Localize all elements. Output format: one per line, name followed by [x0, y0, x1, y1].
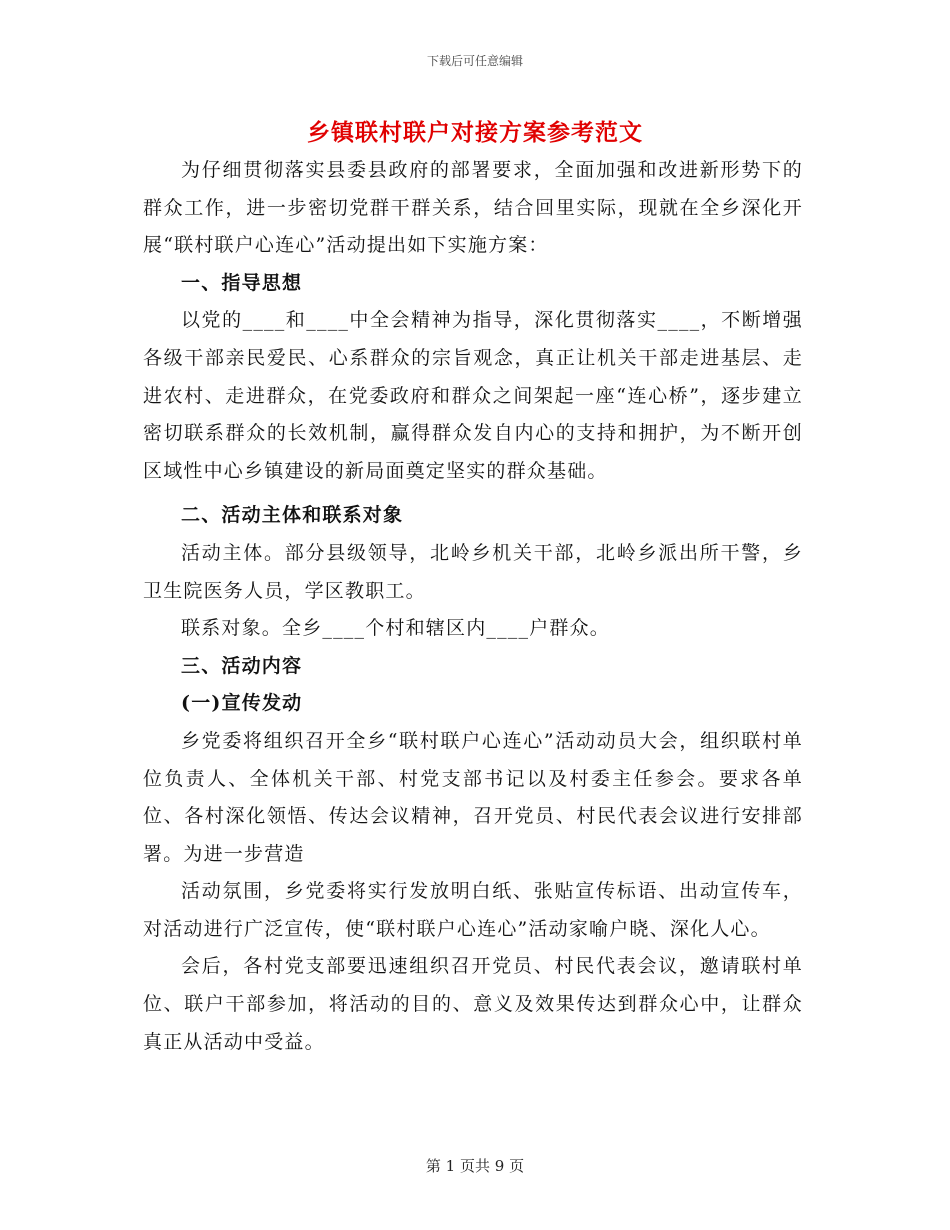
document-body: [143, 152, 803, 1061]
intro-paragraph: 为仔细贯彻落实县委县政府的部署要求，全面加强和改进新形势下的群众工作，进一步密切党群干群关系，结合回里实际，现就在全乡深化开展“联村联户心连心”活动提出如下实施方案：: [143, 159, 803, 257]
page-header-note: 下载后可任意编辑: [426, 54, 523, 68]
spacer: [143, 490, 803, 497]
publicity-paragraph-3: 会后，各村党支部要迅速组织召开党员、村民代表会议，邀请联村单位、联户干部参加，将活动的目的、意义及效果传达到群众心中，让群众真正从活动中受益。: [143, 955, 803, 1053]
document-title: 乡镇联村联户对接方案参考范文: [307, 119, 643, 146]
guiding-ideology-paragraph: 以党的____和____中全会精神为指导，深化贯彻落实____，不断增强各级干部亲民爱民、心系群众的宗旨观念，真正让机关干部走进基层、走进农村、走进群众，在党委政府和群众之间架起一座“连心桥”，逐步建立密切联系群众的长效机制，赢得群众发自内心的支持和拥护，为不断开创区域性中心乡镇建设的新局面奠定坚实的群众基础。: [143, 309, 803, 482]
participants-paragraph: 活动主体。部分县级领导，北岭乡机关干部，北岭乡派出所干警，乡卫生院医务人员，学区教职工。: [143, 541, 803, 602]
page-number: 第 1 页共 9 页: [425, 1157, 525, 1175]
section-heading-participants: 二、活动主体和联系对象: [181, 504, 404, 527]
contact-targets-paragraph: 联系对象。全乡____个村和辖区内____户群众。: [181, 617, 611, 640]
subsection-heading-publicity: (一)宣传发动: [181, 692, 303, 715]
publicity-paragraph-2: 活动氛围，乡党委将实行发放明白纸、张贴宣传标语、出动宣传车，对活动进行广泛宣传，使“联村联户心连心”活动家喻户晓、深化人心。: [143, 880, 803, 940]
section-heading-guiding-ideology: 一、指导思想: [181, 271, 303, 294]
publicity-paragraph-1: 乡党委将组织召开全乡“联村联户心连心”活动动员大会，组织联村单位负责人、全体机关干部、村党支部书记以及村委主任参会。要求各单位、各村深化领悟、传达会议精神，召开党员、村民代表会议进行安排部署。为进一步营造: [143, 729, 803, 865]
section-heading-activity-content: 三、活动内容: [181, 654, 303, 677]
